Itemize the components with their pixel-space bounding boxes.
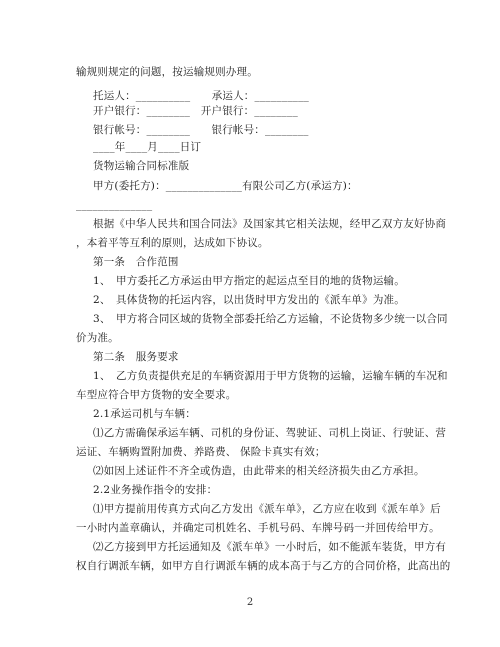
document-title: 货物运输合同标准版 <box>93 160 190 172</box>
text-line: 托运人：__________ 承运人：__________ <box>93 90 309 102</box>
text-line: ⑴甲方提前用传真方式向乙方发出《派车单》，乙方应在收到《派车单》后 <box>93 503 441 515</box>
text-line: 3、 甲方将合同区域的货物全部委托给乙方运输，不论货物多少统一以合同 <box>93 313 448 325</box>
text-line: 2、 具体货物的托运内容，以出货时甲方发出的《派车单》为准。 <box>93 294 405 306</box>
text-line: ，本着平等互利的原则，达成如下协议。 <box>76 237 269 249</box>
text-line: ⑴乙方需确保承运车辆、司机的身份证、驾驶证、司机上岗证、行驶证、营 <box>93 427 447 439</box>
text-line: 2.2业务操作指令的安排： <box>93 484 218 496</box>
section-heading: 第二条 服务要求 <box>93 351 179 363</box>
page-number: 2 <box>246 597 254 608</box>
text-line: 输规则规定的问题，按运输规则办理。 <box>76 66 258 78</box>
text-line: ____年____月____日订 <box>93 141 202 153</box>
text-line: 2.1承运司机与车辆： <box>93 408 196 420</box>
text-line: 1、 乙方负责提供充足的车辆资源用于甲方货物的运输，运输车辆的车况和 <box>93 370 448 382</box>
text-line: ______________ <box>76 199 153 211</box>
text-line: 运证、车辆购置附加费、养路费、 保险卡真实有效； <box>76 446 326 458</box>
text-line: ⑵如因上述证件不齐全或伪造，由此带来的相关经济损失由乙方承担。 <box>93 465 425 477</box>
section-heading: 第一条 合作范围 <box>93 256 179 268</box>
text-line: 根据《中华人民共和国合同法》及国家其它相关法规，经甲乙双方友好协商 <box>93 218 447 230</box>
text-line: 甲方(委托方)：______________有限公司乙方(承运方)： <box>93 180 358 192</box>
text-line: 银行帐号：________ 银行帐号：________ <box>93 124 309 136</box>
text-line: 开户银行：________ 开户银行：________ <box>93 105 298 117</box>
text-line: 权自行调派车辆，如甲方自行调派车辆的成本高于与乙方的合同价格，此高出的 <box>76 560 451 572</box>
text-line: 价为准。 <box>76 332 119 344</box>
text-line: 1、 甲方委托乙方承运由甲方指定的起运点至目的地的货物运输。 <box>93 275 405 287</box>
text-line: 一小时内盖章确认，并确定司机姓名、手机号码、车牌号码一并回传给甲方。 <box>76 522 440 534</box>
text-line: 车型应符合甲方货物的安全要求。 <box>76 389 237 401</box>
text-line: ⑵乙方接到甲方托运通知及《派车单》一小时后，如不能派车装货，甲方有 <box>93 541 447 553</box>
